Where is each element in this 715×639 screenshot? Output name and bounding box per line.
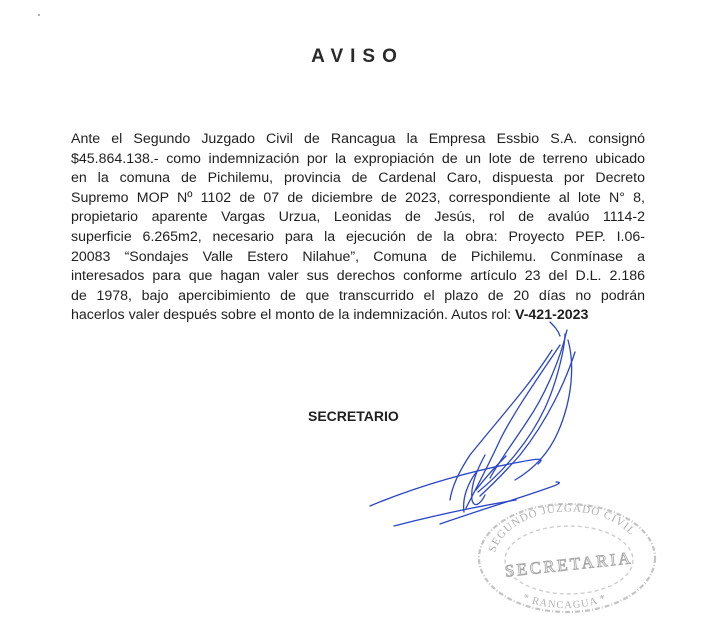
notice-body [71, 130, 645, 326]
body-line: propietario aparente Vargas Urzua, Leonidas de Jesús, rol de avalúo 1114-2 [71, 209, 645, 226]
body-line: $45.864.138.- como indemnización por la expropiación de un lote de terreno ubicado [71, 150, 645, 167]
body-line: en la comuna de Pichilemu, provincia de Cardenal Caro, dispuesta por Decreto [71, 170, 645, 187]
notice-title: AVISO [311, 46, 404, 67]
stamp-top-text: SEGUNDO JUZGADO CIVIL [486, 502, 638, 554]
court-stamp [472, 494, 662, 618]
body-line: Supremo MOP Nº 1102 de 07 de diciembre de 2023, correspondiente al lote N° 8, [71, 189, 645, 206]
body-line-final [71, 306, 645, 326]
body-line: superficie 6.265m2, necesario para la ejecución de la obra: Proyecto PEP. I.06- [71, 228, 645, 245]
signer-title: SECRETARIO [308, 408, 399, 424]
body-line: 20083 “Sondajes Valle Estero Nilahue”, Comuna de Pichilemu. Conmínase a [71, 248, 645, 265]
body-line-final-text: hacerlos valer después sobre el monto de la indemnización. Autos rol: [71, 307, 516, 324]
stamp-bottom-text: * RANCAGUA * [521, 592, 609, 612]
body-line: de 1978, bajo apercibimiento de que transcurrido el plazo de 20 días no podrán [71, 287, 645, 304]
case-number: V-421-2023 [515, 307, 589, 324]
stamp-center-text: SECRETARIA [503, 548, 634, 581]
scan-artifact-dot [38, 14, 40, 16]
body-line: interesados para que hagan valer sus derechos conforme artículo 23 del D.L. 2.186 [71, 268, 645, 285]
body-line: Ante el Segundo Juzgado Civil de Rancagua la Empresa Essbio S.A. consignó [71, 131, 645, 147]
